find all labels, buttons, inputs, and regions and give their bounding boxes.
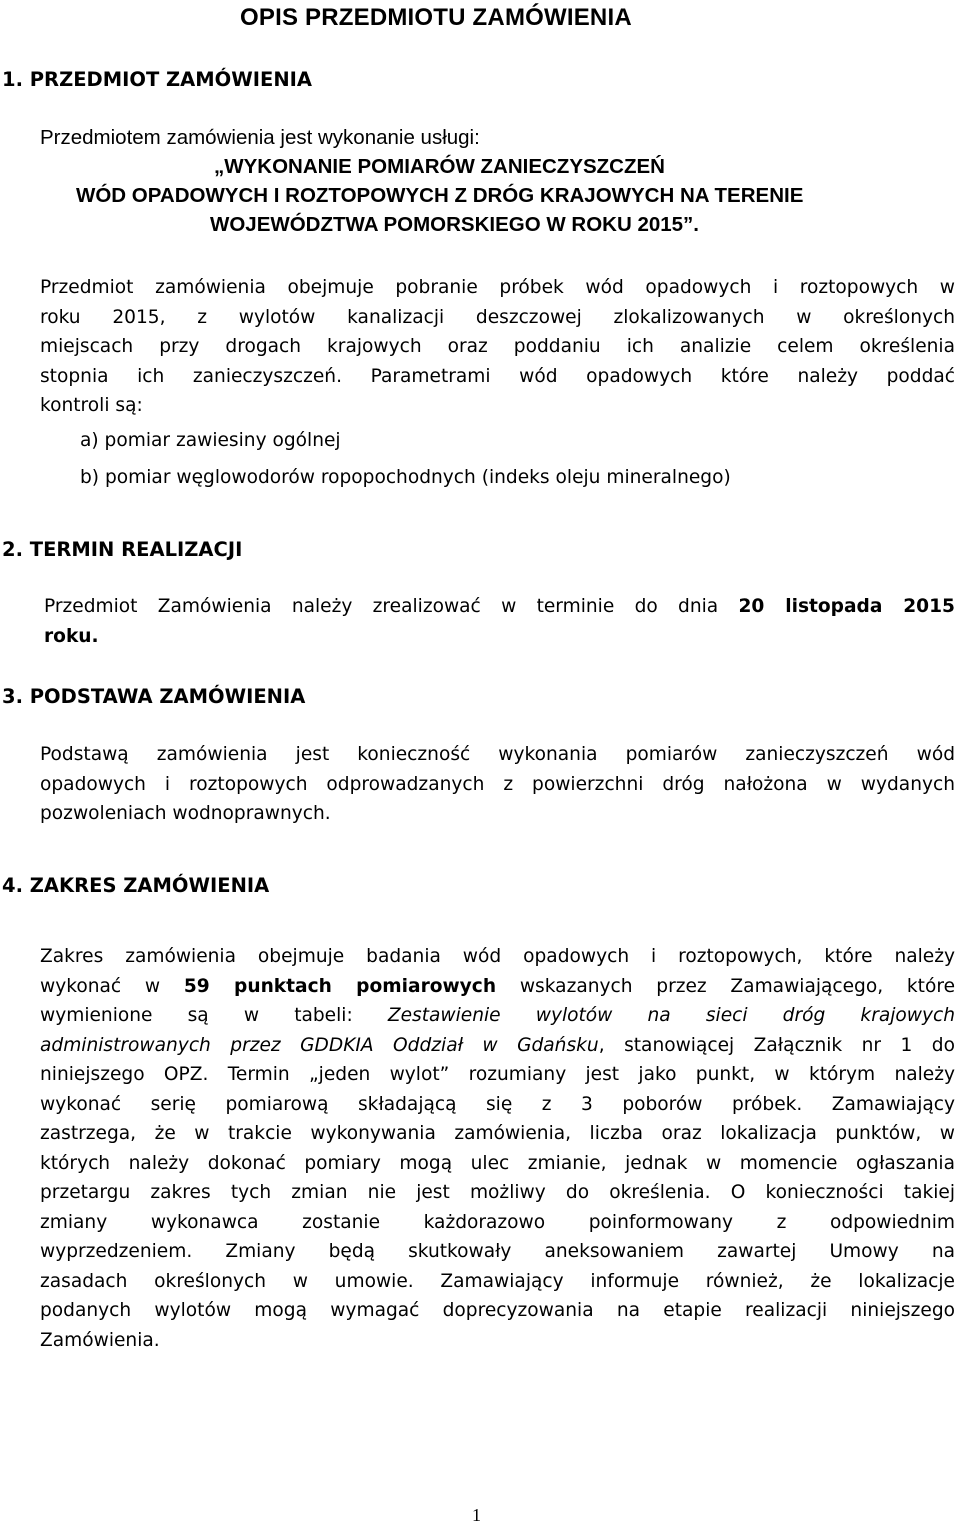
- deadline-date: 20 listopada 2015: [738, 596, 955, 617]
- section-4-text: wymienione są w tabeli:: [40, 1005, 388, 1026]
- service-title-line-2: WÓD OPADOWYCH I ROZTOPOWYCH Z DRÓG KRAJOWYCH NA TERENIE: [76, 184, 804, 207]
- section-1-paragraph-line: miejscach przy drogach krajowych oraz poddaniu ich analizie celem określenia: [40, 336, 955, 357]
- deadline-line-1: [44, 596, 955, 617]
- section-4-paragraph-line: zasadach określonych w umowie. Zamawiający informuje również, że lokalizacje: [40, 1271, 955, 1292]
- section-4-paragraph-line: których należy dokonać pomiary mogą ulec zmianie, jednak w momencie ogłaszania: [40, 1153, 955, 1174]
- section-3-paragraph-line: Podstawą zamówienia jest konieczność wykonania pomiarów zanieczyszczeń wód: [40, 744, 955, 765]
- list-item-a: a) pomiar zawiesiny ogólnej: [80, 430, 341, 451]
- service-title-line-3: WOJEWÓDZTWA POMORSKIEGO W ROKU 2015”.: [210, 213, 699, 236]
- section-4-paragraph-line: Zamówienia.: [40, 1330, 160, 1351]
- section-4-paragraph-line: [40, 976, 955, 997]
- section-1-intro: Przedmiotem zamówienia jest wykonanie usługi:: [40, 126, 480, 149]
- section-4-paragraph-line: przetargu zakres tych zmian nie jest możliwy do określenia. O konieczności takiej: [40, 1182, 955, 1203]
- page-number: 1: [472, 1505, 481, 1525]
- deadline-line-2: roku.: [44, 626, 99, 647]
- section-1-paragraph-line: stopnia ich zanieczyszczeń. Parametrami wód opadowych które należy poddać: [40, 366, 955, 387]
- section-4-text: , stanowiącej Załącznik nr 1 do: [598, 1035, 955, 1056]
- section-4-paragraph-line: [40, 1035, 955, 1056]
- section-4-paragraph-line: wyprzedzeniem. Zmiany będą skutkowały aneksowaniem zawartej Umowy na: [40, 1241, 955, 1262]
- section-4-paragraph-line: zastrzega, że w trakcie wykonywania zamówienia, liczba oraz lokalizacja punktów, w: [40, 1123, 955, 1144]
- section-4-heading: 4. ZAKRES ZAMÓWIENIA: [2, 874, 270, 897]
- section-3-paragraph-line: opadowych i roztopowych odprowadzanych z powierzchni dróg nałożona w wydanych: [40, 774, 955, 795]
- list-item-b: b) pomiar węglowodorów ropopochodnych (indeks oleju mineralnego): [80, 467, 731, 488]
- section-4-paragraph-line: zmiany wykonawca zostanie każdorazowo poinformowany z odpowiednim: [40, 1212, 955, 1233]
- section-4-paragraph-line: wykonać serię pomiarową składającą się z 3 poborów próbek. Zamawiający: [40, 1094, 955, 1115]
- section-4-paragraph-line: [40, 1005, 955, 1026]
- measurement-points-count: 59 punktach pomiarowych: [183, 976, 497, 997]
- section-3-paragraph-line: pozwoleniach wodnoprawnych.: [40, 803, 331, 824]
- section-4-paragraph-line: podanych wylotów mogą wymagać doprecyzowania na etapie realizacji niniejszego: [40, 1300, 955, 1321]
- table-title-italic: administrowanych przez GDDKIA Oddział w Gdańsku: [40, 1035, 599, 1056]
- section-2-heading: 2. TERMIN REALIZACJI: [2, 538, 243, 561]
- section-1-paragraph-line: roku 2015, z wylotów kanalizacji deszczowej zlokalizowanych w określonych: [40, 307, 955, 328]
- document-title: OPIS PRZEDMIOTU ZAMÓWIENIA: [240, 4, 632, 31]
- section-4-paragraph-line: Zakres zamówienia obejmuje badania wód opadowych i roztopowych, które należy: [40, 946, 955, 967]
- section-4-text: wskazanych przez Zamawiającego, które: [496, 976, 956, 997]
- service-title-line-1: „WYKONANIE POMIARÓW ZANIECZYSZCZEŃ: [214, 155, 665, 178]
- deadline-text: Przedmiot Zamówienia należy zrealizować w terminie do dnia: [44, 596, 739, 617]
- section-1-paragraph-line: Przedmiot zamówienia obejmuje pobranie próbek wód opadowych i roztopowych w: [40, 277, 955, 298]
- section-3-heading: 3. PODSTAWA ZAMÓWIENIA: [2, 685, 306, 708]
- section-4-text: wykonać w: [40, 976, 184, 997]
- section-1-paragraph-line: kontroli są:: [40, 395, 143, 416]
- table-title-italic: Zestawienie wylotów na sieci dróg krajowych: [387, 1005, 955, 1026]
- section-1-heading: 1. PRZEDMIOT ZAMÓWIENIA: [2, 68, 313, 91]
- section-4-paragraph-line: niniejszego OPZ. Termin „jeden wylot” rozumiany jest jako punkt, w którym należy: [40, 1064, 955, 1085]
